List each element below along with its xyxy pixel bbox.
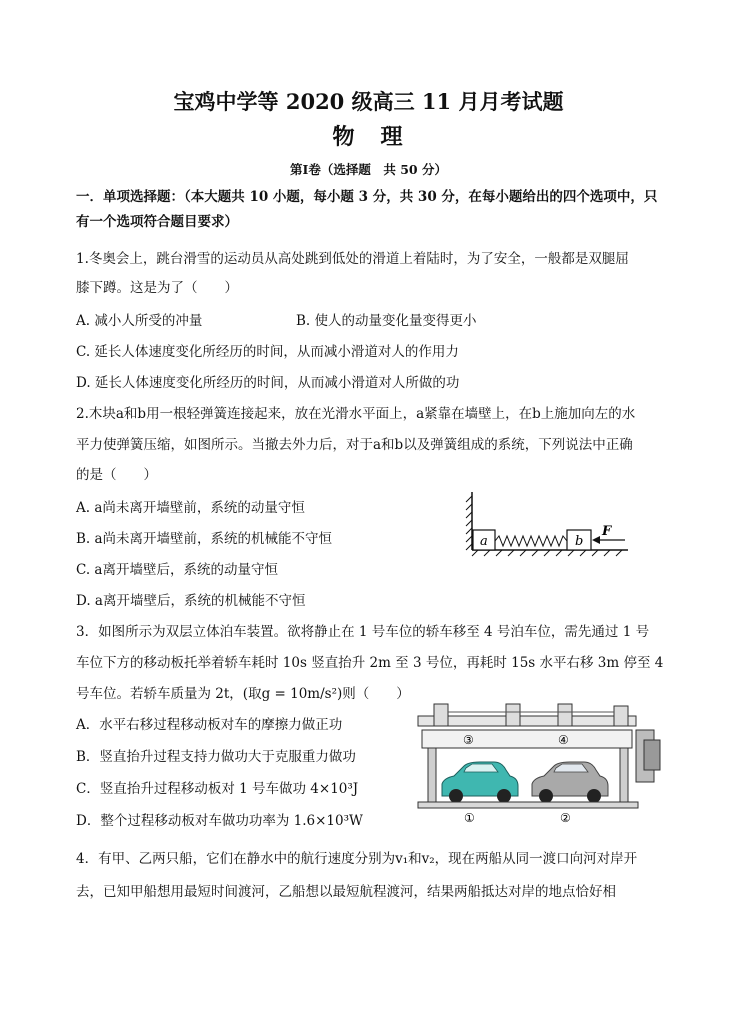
slot-4-label: ④ — [558, 733, 569, 747]
section-heading-line1: 一．单项选择题：（本大题共 10 小题，每小题 3 分，共 30 分，在每小题给出的四个选项中，只 — [76, 189, 658, 205]
q2-option-d: D. a离开墙壁后，系统的机械能不守恒 — [76, 593, 306, 609]
q4-stem-line2: 去，已知甲船想用最短时间渡河，乙船想以最短航程渡河，结果两船抵达对岸的地点恰好相 — [76, 884, 616, 900]
slot-2-label: ② — [560, 811, 571, 825]
q2-stem-line3: 的是（ ） — [76, 467, 157, 483]
slot-3-label: ③ — [463, 733, 474, 747]
q3-stem-line3: 号车位。若轿车质量为 2t，(取g = 10m/s²)则（ ） — [76, 686, 410, 702]
section-heading-line2: 有一个选项符合题目要求） — [76, 214, 238, 230]
q2-option-b: B. a尚未离开墙壁前，系统的机械能不守恒 — [76, 531, 333, 547]
slot-1-label: ① — [464, 811, 475, 825]
block-b-label: b — [575, 534, 584, 549]
q3-option-b: B．竖直抬升过程支持力做功大于克服重力做功 — [76, 749, 356, 765]
q2-stem-line1: 2.木块a和b用一根轻弹簧连接起来，放在光滑水平面上，a紧靠在墙壁上，在b上施加向左的水 — [76, 406, 636, 422]
block-a-label: a — [480, 534, 488, 549]
q1-option-a: A. 减小人所受的冲量 — [76, 313, 203, 329]
q1-option-d: D. 延长人体速度变化所经历的时间，从而减小滑道对人所做的功 — [76, 375, 460, 391]
q3-stem-line2: 车位下方的移动板托举着轿车耗时 10s 竖直抬升 2m 至 3 号位，再耗时 15s 水平右移 3m 停至 4 — [76, 655, 664, 671]
q3-option-a: A．水平右移过程移动板对车的摩擦力做正功 — [76, 717, 343, 733]
spring-block-figure — [462, 488, 632, 560]
q1-option-b: B. 使人的动量变化量变得更小 — [296, 313, 477, 329]
exam-title: 宝鸡中学等 2020 级高三 11 月月考试题 — [173, 89, 564, 114]
q2-stem-line2: 平力使弹簧压缩，如图所示。当撤去外力后，对于a和b以及弹簧组成的系统，下列说法中正确 — [76, 437, 633, 453]
q3-stem-line1: 3．如图所示为双层立体泊车装置。欲将静止在 1 号车位的轿车移至 4 号泊车位，需先通过 1 号 — [76, 624, 650, 640]
force-label: F — [602, 524, 612, 539]
q2-option-a: A. a尚未离开墙壁前，系统的动量守恒 — [76, 500, 305, 516]
q3-option-d: D．整个过程移动板对车做功功率为 1.6×10³W — [76, 813, 363, 829]
q1-stem-line2: 膝下蹲。这是为了（ ） — [76, 280, 238, 296]
q4-stem-line1: 4．有甲、乙两只船，它们在静水中的航行速度分别为v₁和v₂，现在两船从同一渡口向河对岸开 — [76, 851, 638, 867]
q2-option-c: C. a离开墙壁后，系统的动量守恒 — [76, 562, 278, 578]
volume-title: 第Ⅰ卷（选择题 共 50 分） — [290, 162, 447, 177]
q1-stem-line1: 1.冬奥会上，跳台滑雪的运动员从高处跳到低处的滑道上着陆时，为了安全，一般都是双腿屈 — [76, 251, 629, 267]
subject-title: 物 理 — [332, 124, 405, 150]
spring — [495, 536, 567, 546]
parking-figure — [408, 700, 666, 828]
q1-option-c: C. 延长人体速度变化所经历的时间，从而减小滑道对人的作用力 — [76, 344, 459, 360]
q3-option-c: C．竖直抬升过程移动板对 1 号车做功 4×10³J — [76, 781, 359, 797]
